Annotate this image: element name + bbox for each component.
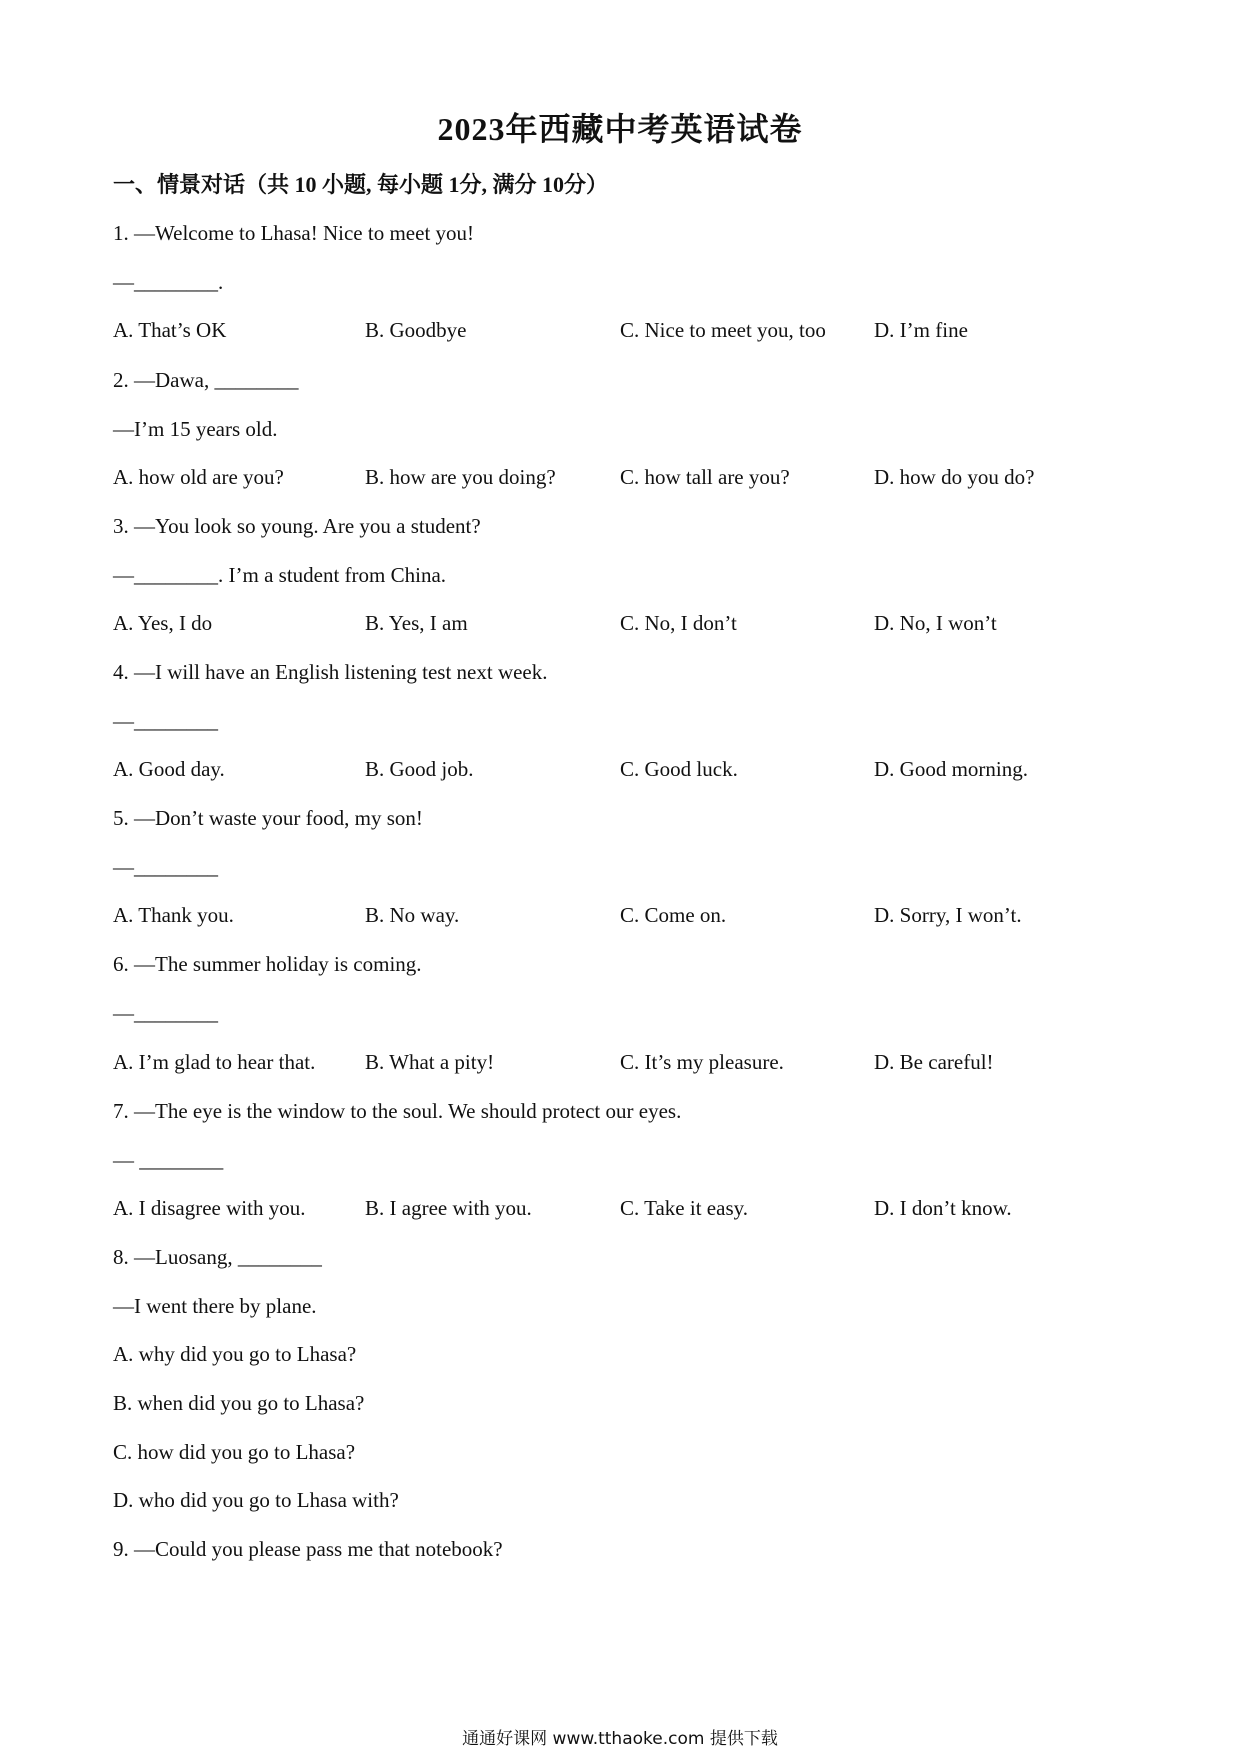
question-9-prompt: 9. —Could you please pass me that notebook? (113, 1537, 503, 1561)
question-3-prompt: 3. —You look so young. Are you a student? (113, 514, 481, 538)
question-3-option-d: D. No, I won’t (874, 611, 997, 635)
question-1-option-a: A. That’s OK (113, 318, 227, 342)
question-4-option-a: A. Good day. (113, 757, 225, 781)
question-6-option-b: B. What a pity! (365, 1050, 495, 1074)
question-7-option-d: D. I don’t know. (874, 1196, 1012, 1220)
question-6-reply: —________ (113, 1001, 218, 1025)
question-1-option-b: B. Goodbye (365, 318, 467, 342)
page-title: 2023年西藏中考英语试卷 (437, 111, 803, 147)
question-8-option-d: D. who did you go to Lhasa with? (113, 1488, 399, 1512)
question-8-option-b: B. when did you go to Lhasa? (113, 1391, 365, 1415)
question-7-option-a: A. I disagree with you. (113, 1196, 306, 1220)
question-5-option-b: B. No way. (365, 903, 460, 927)
question-4-option-b: B. Good job. (365, 757, 474, 781)
question-7-option-b: B. I agree with you. (365, 1196, 532, 1220)
question-2-option-b: B. how are you doing? (365, 465, 556, 489)
question-2-prompt: 2. —Dawa, ________ (113, 368, 299, 392)
question-5-option-c: C. Come on. (620, 903, 727, 927)
question-2-option-a: A. how old are you? (113, 465, 284, 489)
question-3-option-c: C. No, I don’t (620, 611, 737, 635)
question-8-option-c: C. how did you go to Lhasa? (113, 1440, 356, 1464)
question-6-prompt: 6. —The summer holiday is coming. (113, 952, 422, 976)
question-4-option-c: C. Good luck. (620, 757, 738, 781)
question-2-option-c: C. how tall are you? (620, 465, 790, 489)
question-2-reply: —I’m 15 years old. (113, 417, 278, 441)
question-5-reply: —________ (113, 855, 218, 879)
question-8-reply: —I went there by plane. (113, 1294, 317, 1318)
question-4-reply: —________ (113, 709, 218, 733)
question-8-option-a: A. why did you go to Lhasa? (113, 1342, 357, 1366)
question-7-option-c: C. Take it easy. (620, 1196, 748, 1220)
question-3-reply: —________. I’m a student from China. (113, 563, 447, 587)
question-7-prompt: 7. —The eye is the window to the soul. We should protect our eyes. (113, 1099, 682, 1123)
question-8-prompt: 8. —Luosang, ________ (113, 1245, 322, 1269)
question-7-reply: — ________ (113, 1148, 224, 1172)
question-1-option-d: D. I’m fine (874, 318, 968, 342)
question-3-option-a: A. Yes, I do (113, 611, 213, 635)
question-5-prompt: 5. —Don’t waste your food, my son! (113, 806, 423, 830)
question-6-option-a: A. I’m glad to hear that. (113, 1050, 316, 1074)
question-6-option-d: D. Be careful! (874, 1050, 994, 1074)
section-heading: 一、情景对话（共 10 小题, 每小题 1分, 满分 10分） (113, 172, 609, 197)
question-2-option-d: D. how do you do? (874, 465, 1035, 489)
question-5-option-a: A. Thank you. (113, 903, 234, 927)
question-6-option-c: C. It’s my pleasure. (620, 1050, 784, 1074)
question-1-reply: —________. (113, 270, 224, 294)
footer-credit: 通通好课网 www.tthaoke.com 提供下载 (462, 1729, 778, 1749)
question-1-option-c: C. Nice to meet you, too (620, 318, 826, 342)
question-3-option-b: B. Yes, I am (365, 611, 468, 635)
question-5-option-d: D. Sorry, I won’t. (874, 903, 1022, 927)
question-4-option-d: D. Good morning. (874, 757, 1028, 781)
question-1-prompt: 1. —Welcome to Lhasa! Nice to meet you! (113, 221, 475, 245)
question-4-prompt: 4. —I will have an English listening test next week. (113, 660, 548, 684)
